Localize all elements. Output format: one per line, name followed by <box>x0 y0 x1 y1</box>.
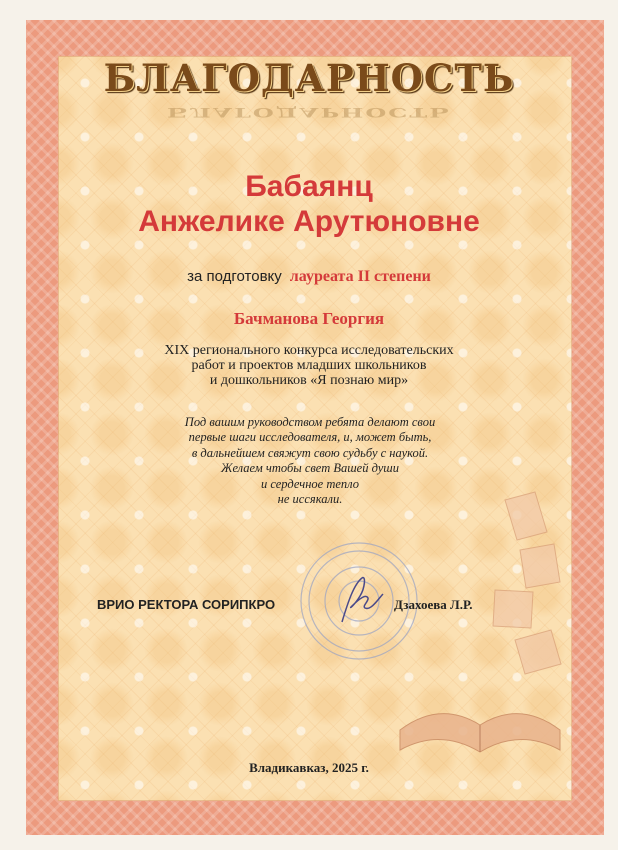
signatory-title: ВРИО РЕКТОРА СОРИПКРО <box>97 597 276 612</box>
wish-line: в дальнейшем свяжут свою судьбу с наукой. <box>191 445 429 460</box>
contest-line: XIX регионального конкурса исследовательских <box>164 343 454 358</box>
preparation-line <box>0 268 618 286</box>
recipient-surname: Бабаянц <box>245 170 373 203</box>
place-date: Владикавказ, 2025 г. <box>249 760 369 775</box>
student-name: Бачманова Георгия <box>233 309 385 328</box>
contest-description <box>150 343 468 388</box>
wish-line: Желаем чтобы свет Вашей души <box>221 461 399 476</box>
books-illustration <box>395 480 565 770</box>
preparation-text: за подготовку <box>187 268 282 285</box>
wish-line: Под вашим руководством ребята делают свои <box>184 415 436 429</box>
wish-line: и сердечное тепло <box>260 476 360 491</box>
wish-line: не иссякали. <box>277 492 343 507</box>
wish-line: первые шаги исследователя, и, может быть, <box>188 430 432 445</box>
laureate-text: лауреата II степени <box>289 268 431 285</box>
contest-line: и дошкольников «Я познаю мир» <box>209 373 409 388</box>
certificate-heading: БЛАГОДАРНОСТЬ <box>103 56 515 100</box>
signatory-name: Дзахоева Л.Р. <box>394 597 473 612</box>
heading-reflection: БЛАГОДАРНОСТЬ <box>166 104 452 121</box>
contest-line: работ и проектов младших школьников <box>191 358 427 373</box>
recipient-given-name: Анжелике Арутюновне <box>138 205 480 238</box>
